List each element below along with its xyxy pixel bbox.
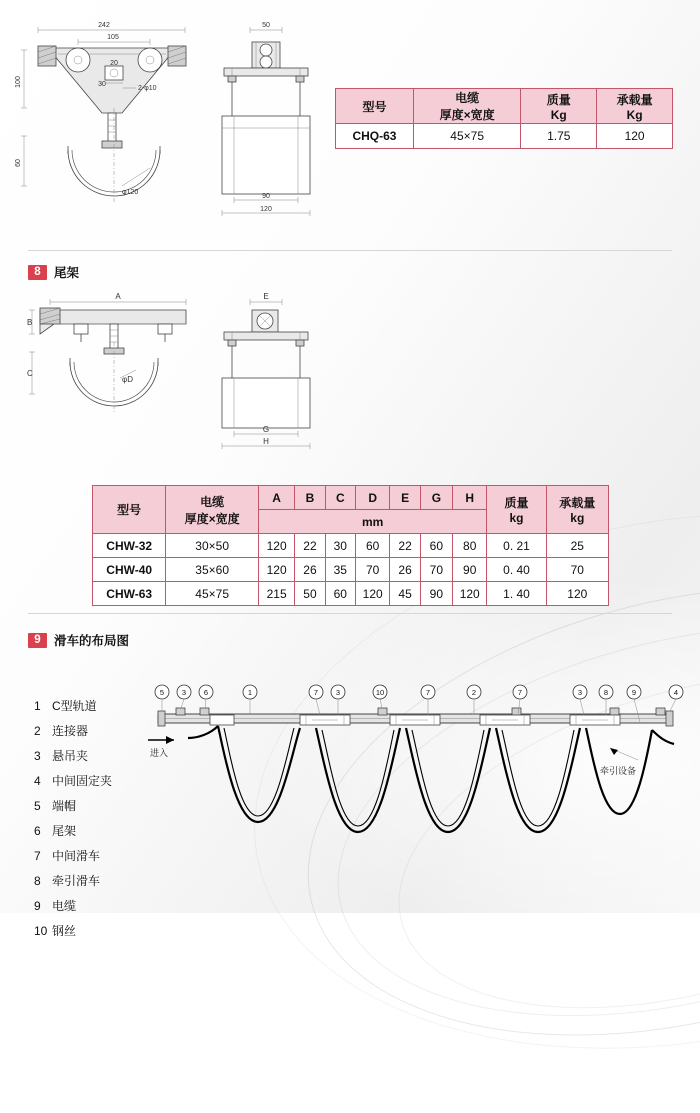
legend-label: 钢丝: [52, 924, 77, 938]
svg-text:242: 242: [98, 22, 110, 29]
table-row: [93, 558, 609, 582]
drawing-tail-bracket: [10, 282, 330, 457]
legend-label: 端帽: [52, 799, 77, 813]
col-header-model: 型号: [93, 486, 166, 534]
cell-h: 120: [452, 582, 486, 606]
list-item: [34, 719, 112, 744]
svg-text:20: 20: [110, 60, 118, 67]
svg-text:5: 5: [159, 688, 165, 697]
col-header-h: H: [452, 486, 486, 510]
svg-text:6: 6: [203, 688, 209, 697]
cell-e: 45: [390, 582, 420, 606]
legend-label: 中间滑车: [52, 849, 101, 863]
legend-number: 10: [34, 924, 48, 938]
cell-c: 30: [325, 534, 355, 558]
col-header-mass: 质量 kg: [487, 486, 546, 534]
legend-label: 悬吊夹: [52, 749, 89, 763]
cell-g: 70: [420, 558, 452, 582]
cell-d: 120: [355, 582, 389, 606]
svg-text:7: 7: [517, 688, 523, 697]
cell-b: 50: [295, 582, 325, 606]
legend-list: [34, 694, 112, 944]
col-header-cable: 电缆 厚度×宽度: [413, 89, 520, 124]
list-item: [34, 819, 112, 844]
cell-d: 60: [355, 534, 389, 558]
svg-text:100: 100: [15, 76, 22, 88]
legend-label: 尾架: [52, 824, 77, 838]
cell-mass: 1.75: [521, 124, 597, 149]
col-header-d: D: [355, 486, 389, 510]
list-item: [34, 769, 112, 794]
legend-number: 7: [34, 849, 41, 863]
svg-text:4: 4: [673, 688, 679, 697]
annotation-traction: 牵引设备: [600, 766, 637, 776]
legend-number: 9: [34, 899, 41, 913]
col-header-capacity: 承载量 Kg: [597, 89, 673, 124]
col-header-a: A: [258, 486, 294, 510]
cell-model: CHW-63: [93, 582, 166, 606]
list-item: [34, 744, 112, 769]
svg-text:2-φ10: 2-φ10: [138, 85, 157, 92]
section-divider: [28, 250, 672, 251]
cell-model: CHW-40: [93, 558, 166, 582]
svg-text:H: H: [263, 437, 269, 446]
list-item: [34, 694, 112, 719]
cell-mass: 0. 40: [487, 558, 546, 582]
legend-number: 4: [34, 774, 41, 788]
col-header-mass: 质量 Kg: [521, 89, 597, 124]
svg-text:G: G: [262, 425, 270, 434]
cell-g: 60: [420, 534, 452, 558]
list-item: [34, 894, 112, 919]
svg-text:8: 8: [603, 688, 609, 697]
svg-text:7: 7: [313, 688, 319, 697]
cell-h: 80: [452, 534, 486, 558]
col-header-g: G: [420, 486, 452, 510]
cell-cable: 45×75: [413, 124, 520, 149]
col-header-cable: 电缆 厚度×宽度: [166, 486, 259, 534]
svg-text:7: 7: [425, 688, 431, 697]
cell-g: 90: [420, 582, 452, 606]
cell-capacity: 120: [597, 124, 673, 149]
table-row: [93, 534, 609, 558]
cell-b: 22: [295, 534, 325, 558]
cell-c: 35: [325, 558, 355, 582]
cell-e: 22: [390, 534, 420, 558]
cell-model: CHQ-63: [336, 124, 414, 149]
svg-text:C: C: [27, 369, 33, 378]
section-divider: [28, 613, 672, 614]
annotation-entry: 进入: [150, 748, 169, 758]
legend-number: 3: [34, 749, 41, 763]
svg-text:120: 120: [260, 206, 272, 213]
legend-label: 连接器: [52, 724, 89, 738]
drawing-chq-trolley: [10, 8, 330, 223]
drawing-festoon-layout: [140, 682, 690, 897]
legend-label: 电缆: [52, 899, 77, 913]
cell-b: 26: [295, 558, 325, 582]
cell-a: 120: [258, 534, 294, 558]
legend-number: 2: [34, 724, 41, 738]
col-header-capacity: 承载量 kg: [546, 486, 608, 534]
list-item: [34, 794, 112, 819]
legend-number: 8: [34, 874, 41, 888]
cell-h: 90: [452, 558, 486, 582]
cell-cable: 45×75: [166, 582, 259, 606]
svg-text:φ120: φ120: [122, 189, 139, 196]
cell-c: 60: [325, 582, 355, 606]
cell-a: 120: [258, 558, 294, 582]
col-header-model: 型号: [336, 89, 414, 124]
svg-text:3: 3: [577, 688, 583, 697]
list-item: [34, 844, 112, 869]
svg-text:φD: φD: [122, 375, 133, 384]
svg-text:105: 105: [107, 34, 119, 41]
svg-text:60: 60: [15, 159, 22, 167]
cell-capacity: 120: [546, 582, 608, 606]
col-header-b: B: [295, 486, 325, 510]
legend-number: 6: [34, 824, 41, 838]
svg-text:3: 3: [335, 688, 341, 697]
table-row: [93, 582, 609, 606]
table-chw-spec: [92, 485, 609, 606]
svg-text:9: 9: [631, 688, 637, 697]
section-header-8: [28, 263, 79, 281]
list-item: [34, 869, 112, 894]
legend-label: C型轨道: [52, 699, 97, 713]
col-header-e: E: [390, 486, 420, 510]
svg-text:3: 3: [181, 688, 187, 697]
col-header-c: C: [325, 486, 355, 510]
svg-text:10: 10: [375, 688, 385, 697]
cell-cable: 30×50: [166, 534, 259, 558]
section-number: 8: [28, 265, 47, 280]
cell-mass: 0. 21: [487, 534, 546, 558]
legend-label: 牵引滑车: [52, 874, 101, 888]
section-header-9: [28, 631, 129, 649]
svg-text:B: B: [27, 318, 33, 327]
cell-e: 26: [390, 558, 420, 582]
svg-text:2: 2: [471, 688, 477, 697]
cell-model: CHW-32: [93, 534, 166, 558]
cell-cable: 35×60: [166, 558, 259, 582]
table-header-row: [93, 486, 609, 510]
table-row: [336, 124, 673, 149]
cell-mass: 1. 40: [487, 582, 546, 606]
table-header-row: [336, 89, 673, 124]
legend-number: 5: [34, 799, 41, 813]
svg-text:50: 50: [262, 22, 270, 29]
section-title: 尾架: [54, 266, 80, 280]
svg-text:90: 90: [262, 193, 270, 200]
section-number: 9: [28, 633, 47, 648]
svg-text:A: A: [115, 292, 121, 301]
table-chq-spec: [335, 88, 673, 149]
legend-number: 1: [34, 699, 41, 713]
unit-label-mm: mm: [258, 510, 486, 534]
cell-capacity: 25: [546, 534, 608, 558]
list-item: [34, 919, 112, 944]
section-title: 滑车的布局图: [54, 634, 130, 648]
svg-text:E: E: [263, 292, 269, 301]
cell-a: 215: [258, 582, 294, 606]
svg-text:30: 30: [98, 81, 106, 88]
cell-capacity: 70: [546, 558, 608, 582]
svg-text:1: 1: [247, 688, 253, 697]
cell-d: 70: [355, 558, 389, 582]
legend-label: 中间固定夹: [52, 774, 113, 788]
